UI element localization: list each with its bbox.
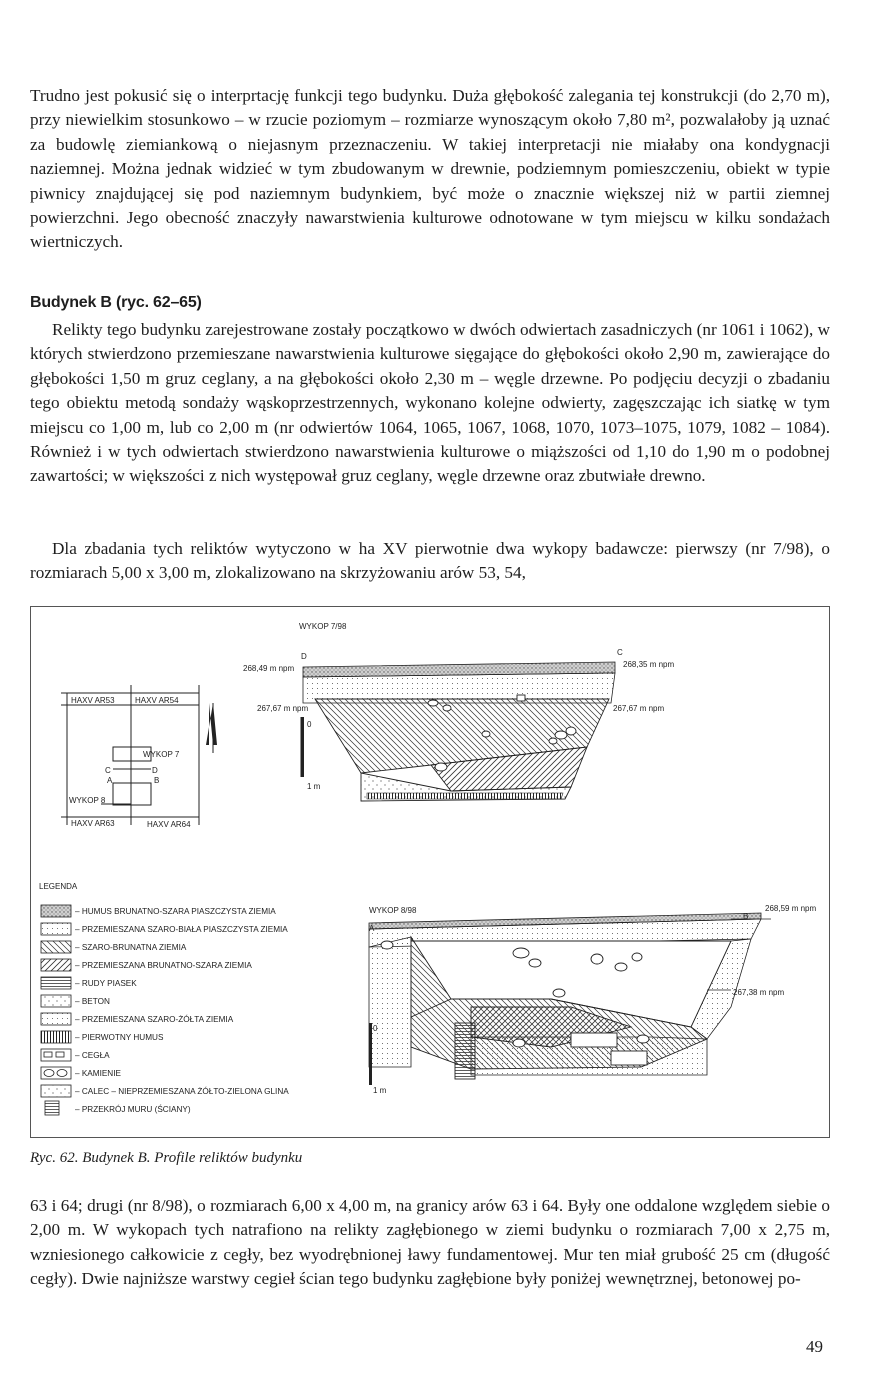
profile1-elev-mid-left: 267,67 m npm <box>257 704 309 713</box>
plan-point-c: C <box>105 766 111 775</box>
legend-item-10: – KAMIENIE <box>75 1069 121 1078</box>
plan-label-wykop8: WYKOP 8 <box>69 796 106 805</box>
legend-item-6: – BETON <box>75 997 110 1006</box>
legend-item-4: – PRZEMIESZANA BRUNATNO-SZARA ZIEMIA <box>75 961 252 970</box>
profile2-elev-mid: 267,38 m npm <box>733 988 785 997</box>
profile2-title: WYKOP 8/98 <box>369 906 417 915</box>
profile2-scale-1m: 1 m <box>373 1086 387 1095</box>
legend-item-2: – PRZEMIESZANA SZARO-BIAŁA PIASZCZYSTA ZIEMIA <box>75 925 288 934</box>
plan-label-wykop7: WYKOP 7 <box>143 750 180 759</box>
profile1-title: WYKOP 7/98 <box>299 622 347 631</box>
legend-item-9: – CEGŁA <box>75 1051 110 1060</box>
profile1-scale-1m: 1 m <box>307 782 321 791</box>
plan-point-b: B <box>154 776 160 785</box>
plan-point-d: D <box>152 766 158 775</box>
legend-item-11: – CALEC – NIEPRZEMIESZANA ŻÓŁTO-ZIELONA GLINA <box>75 1087 289 1096</box>
paragraph-interpretation: Trudno jest pokusić się o interprtację funkcji tego budynku. Duża głębokość zalegania tej konstrukcji (do 2,70 m), przy niewielkim stosunkowo – w rzucie poziomym – rozmiarze wynoszącym około 7,80 m², pozwalałoby ją uznać za budowlę ziemiankową o niejasnym przeznaczeniu. W takiej interpretacji nie miałaby ona kondygnacji naziemnej. Można jednak widzieć w tym zbudowanym w drewnie, podziemnym pomieszczeniu, obiekt w typie piwnicy znajdującej się pod naziemnym budynkiem, być może o znacznie większej niż w partii ziemnej powierzchni. Jego obecność znaczyły nawarstwienia kulturowe odnotowane w tym miejscu w kilku sondażach wiertniczych. <box>30 86 830 252</box>
paragraph-trenches: Dla zbadania tych reliktów wytyczono w ha XV pierwotnie dwa wykopy badawcze: pierwszy (nr 7/98), o rozmiarach 5,00 x 3,00 m, zlokalizowano na skrzyżowaniu arów 53, 54, <box>30 539 830 583</box>
profile-wykop-8-98 <box>369 913 771 1085</box>
legend-item-1: – HUMUS BRUNATNO-SZARA PIASZCZYSTA ZIEMIA <box>75 907 276 916</box>
profile2-point-b: B <box>743 912 749 921</box>
profile1-elev-mid-right: 267,67 m npm <box>613 704 665 713</box>
profile2-scale-0: 0 <box>373 1024 378 1033</box>
plan-point-a: A <box>107 776 113 785</box>
legend-item-5: – RUDY PIASEK <box>75 979 137 988</box>
paragraph-continuation: 63 i 64; drugi (nr 8/98), o rozmiarach 6,00 x 4,00 m, na granicy arów 63 i 64. Były one oddalone względem siebie o 2,00 m. W wykopach tych natrafiono na relikty zagłębionego w ziemi budynku o rozmiarach 7,00 x 2,75 m, wzniesionego całkowicie z cegły, bez wyodrębnionej ławy fundamentowej. Mur ten miał grubość 25 cm (długość cegły). Dwie najniższe warstwy cegieł ścian tego budynku zagłębione były poniżej wewnętrznej, betonowej po- <box>30 1196 830 1289</box>
section-heading: Budynek B (ryc. 62–65) <box>30 294 202 311</box>
profile-wykop-7-98 <box>301 662 615 801</box>
profile1-point-c: C <box>617 648 623 657</box>
legend-title: LEGENDA <box>39 882 78 891</box>
legend-item-3: – SZARO-BRUNATNA ZIEMIA <box>75 943 187 952</box>
figure-drawing <box>31 607 829 1137</box>
profile1-elev-top-right: 268,35 m npm <box>623 660 675 669</box>
profile2-point-a: A <box>369 924 375 933</box>
legend-item-7: – PRZEMIESZANA SZARO-ŻÓŁTA ZIEMIA <box>75 1015 234 1024</box>
figure-caption: Ryc. 62. Budynek B. Profile reliktów budynku <box>30 1150 303 1166</box>
profile1-elev-top-left: 268,49 m npm <box>243 664 295 673</box>
page-number: 49 <box>806 1337 823 1356</box>
plan-label-ar53: HAXV AR53 <box>71 696 115 705</box>
plan-label-ar63: HAXV AR63 <box>71 819 115 828</box>
legend-item-12: – PRZEKRÓJ MURU (ŚCIANY) <box>75 1105 191 1114</box>
plan-label-ar64: HAXV AR64 <box>147 820 191 829</box>
profile2-elev-top: 268,59 m npm <box>765 904 817 913</box>
plan-label-ar54: HAXV AR54 <box>135 696 179 705</box>
profile1-scale-0: 0 <box>307 720 312 729</box>
paragraph-building-b: Relikty tego budynku zarejestrowane zostały początkowo w dwóch odwiertach zasadniczych (nr 1061 i 1062), w których stwierdzono przemieszane nawarstwienia kulturowe sięgające do głębokości około 2,90 m, zawierające do głębokości 1,50 m gruz ceglany, a na głębokości około 2,30 m – węgle drzewne. Po podjęciu decyzji o zbadaniu tego obiektu metodą sondaży wąskoprzestrzennych, wykonano kolejne odwierty, zagęszczając ich siatkę w tym miejscu co 1,00 m, lub co 2,00 m (nr odwiertów 1064, 1065, 1067, 1068, 1070, 1073–1075, 1079, 1082 – 1084). Również i w tych odwiertach stwierdzono nawarstwienia kulturowe o miąższości od 1,10 do 1,90 m o podobnej zawartości; w większości z nich występował gruz ceglany, węgle drzewne oraz zbutwiałe drewno. <box>30 320 830 486</box>
legend <box>41 905 71 1115</box>
profile1-point-d: D <box>301 652 307 661</box>
legend-item-8: – PIERWOTNY HUMUS <box>75 1033 164 1042</box>
figure-62 <box>30 606 830 1138</box>
